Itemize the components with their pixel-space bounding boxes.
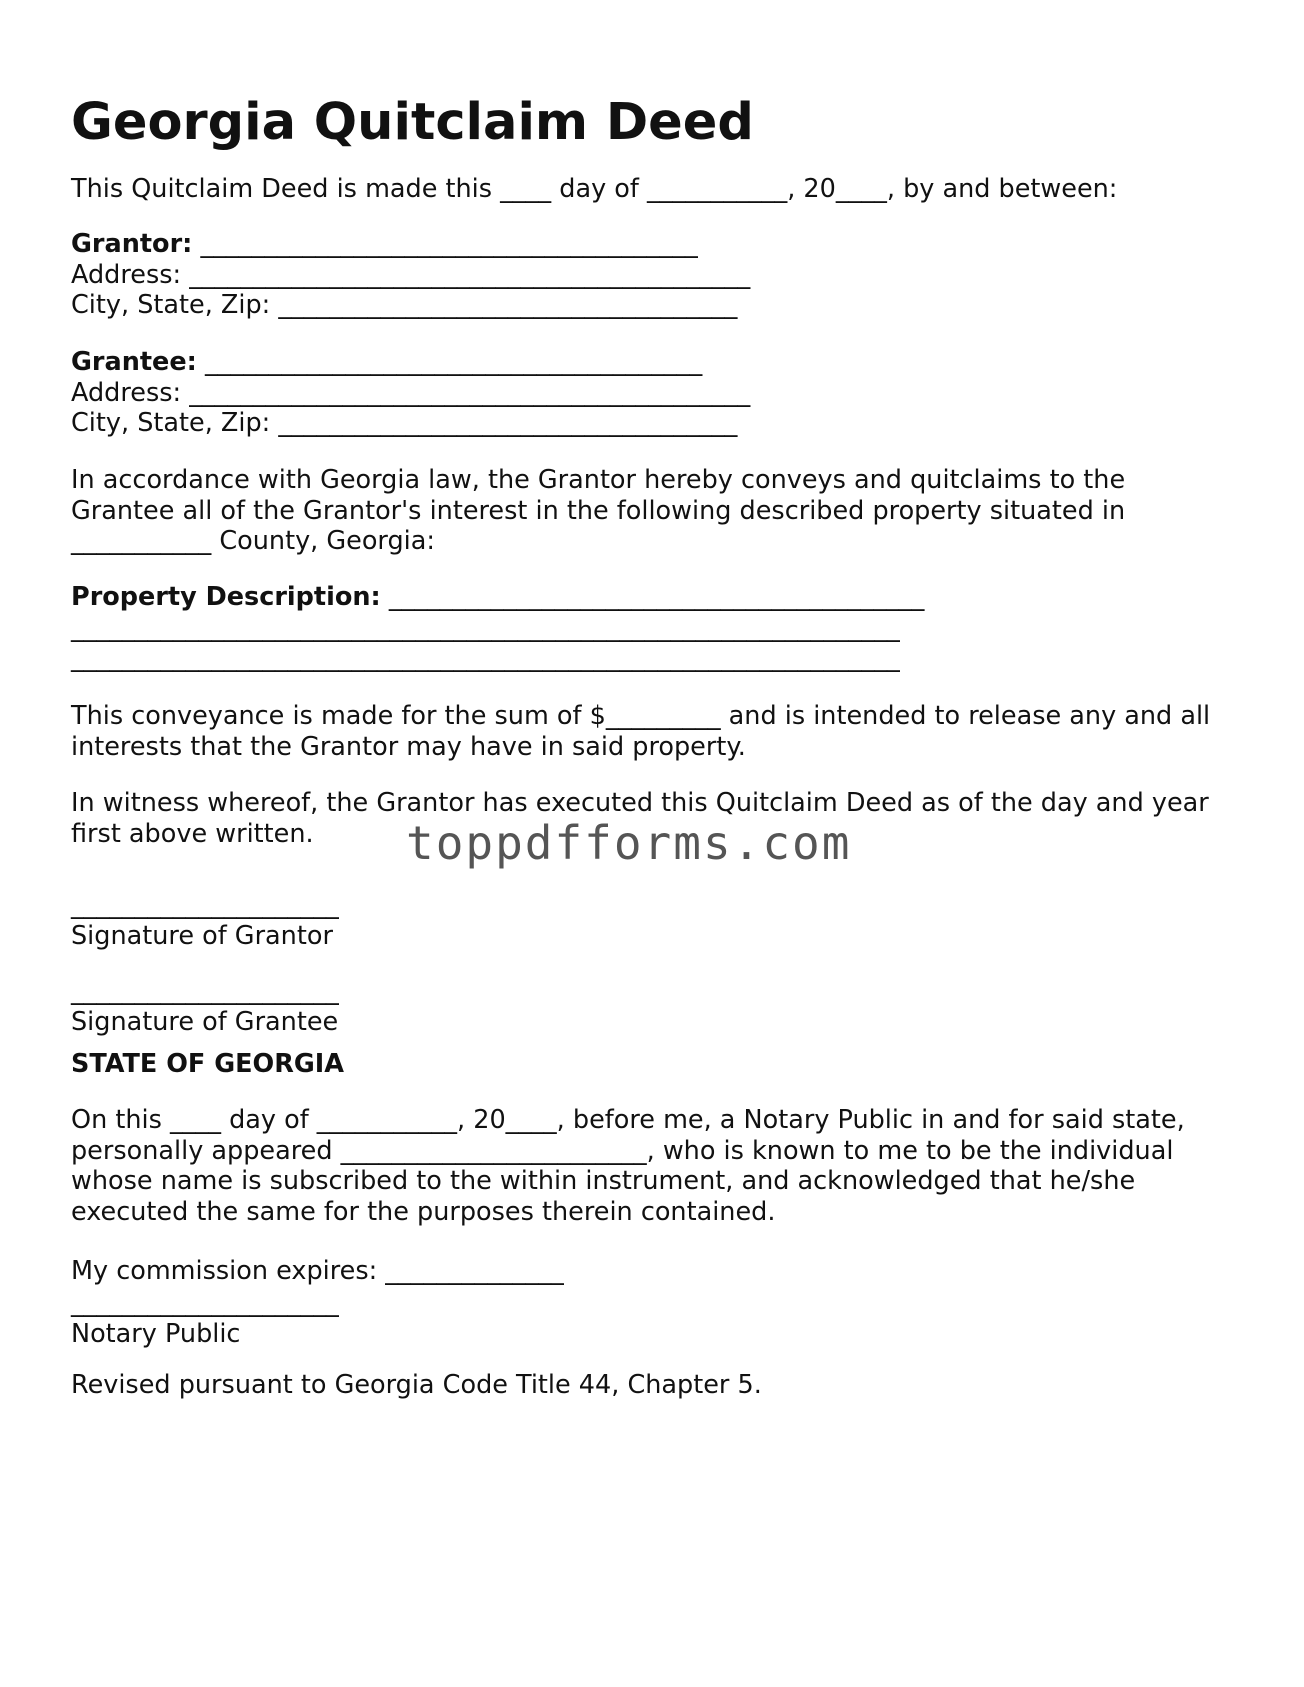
property-description-line [71, 582, 924, 613]
commission-expires-line: My commission expires: ______________ [71, 1256, 564, 1286]
conveyance-line: In accordance with Georgia law, the Grantor hereby conveys and quitclaims to the [71, 465, 1126, 495]
notary-signature-blank: _____________________ [71, 1288, 339, 1318]
sum-paragraph [71, 701, 1210, 762]
document-title: Georgia Quitclaim Deed [71, 93, 754, 152]
property-description-blank-line: _________________________________________________________________ [71, 643, 900, 673]
state-heading: STATE OF GEORGIA [71, 1049, 345, 1079]
grantee-signature-block [71, 976, 339, 1037]
grantee-name-blank: _______________________________________ [196, 347, 703, 377]
grantor-signature-blank: _____________________ [71, 890, 339, 920]
property-description-label: Property Description: [71, 582, 381, 612]
grantee-name-line [71, 347, 750, 378]
watermark: toppdfforms.com [406, 816, 852, 870]
notary-line: On this ____ day of ___________, 20____, before me, a Notary Public in and for said state, [71, 1105, 1185, 1135]
intro-line: This Quitclaim Deed is made this ____ day of ___________, 20____, by and between: [71, 174, 1118, 204]
witness-line: first above written. [71, 818, 314, 849]
grantor-label: Grantor: [71, 229, 193, 259]
grantor-signature-label: Signature of Grantor [71, 920, 333, 951]
property-description-blank: __________________________________________ [380, 582, 925, 612]
notary-line: whose name is subscribed to the within instrument, and acknowledged that he/she [71, 1166, 1136, 1196]
grantee-city-line: City, State, Zip: ____________________________________ [71, 408, 738, 438]
conveyance-line: Grantee all of the Grantor's interest in the following described property situated in [71, 495, 1126, 526]
notary-paragraph [71, 1105, 1185, 1227]
grantor-city-line: City, State, Zip: ____________________________________ [71, 290, 738, 320]
grantor-section [71, 229, 750, 321]
grantee-signature-label: Signature of Grantee [71, 1006, 339, 1037]
conveyance-line: ___________ County, Georgia: [71, 526, 435, 556]
property-description-blank-line: _________________________________________________________________ [71, 612, 900, 643]
sum-line: This conveyance is made for the sum of $_________ and is intended to release any and all [71, 701, 1211, 731]
property-description-section [71, 582, 924, 674]
grantor-address-line: Address: ____________________________________________ [71, 259, 751, 290]
grantor-name-line [71, 229, 750, 260]
grantee-signature-blank: _____________________ [71, 976, 339, 1006]
conveyance-paragraph [71, 465, 1125, 557]
grantor-name-blank: _______________________________________ [192, 229, 698, 259]
sum-line: interests that the Grantor may have in said property. [71, 731, 746, 762]
witness-line: In witness whereof, the Grantor has executed this Quitclaim Deed as of the day and year [71, 788, 1209, 818]
notary-line: executed the same for the purposes therein contained. [71, 1196, 776, 1227]
notary-signature-label: Notary Public [71, 1318, 241, 1349]
notary-signature-block [71, 1288, 339, 1349]
grantee-section [71, 347, 750, 439]
notary-line: personally appeared ________________________, who is known to me to be the individual [71, 1135, 1174, 1166]
grantee-label: Grantee: [71, 347, 197, 377]
revision-note: Revised pursuant to Georgia Code Title 44, Chapter 5. [71, 1370, 762, 1400]
grantor-signature-block [71, 890, 339, 951]
grantee-address-line: Address: ____________________________________________ [71, 377, 751, 408]
